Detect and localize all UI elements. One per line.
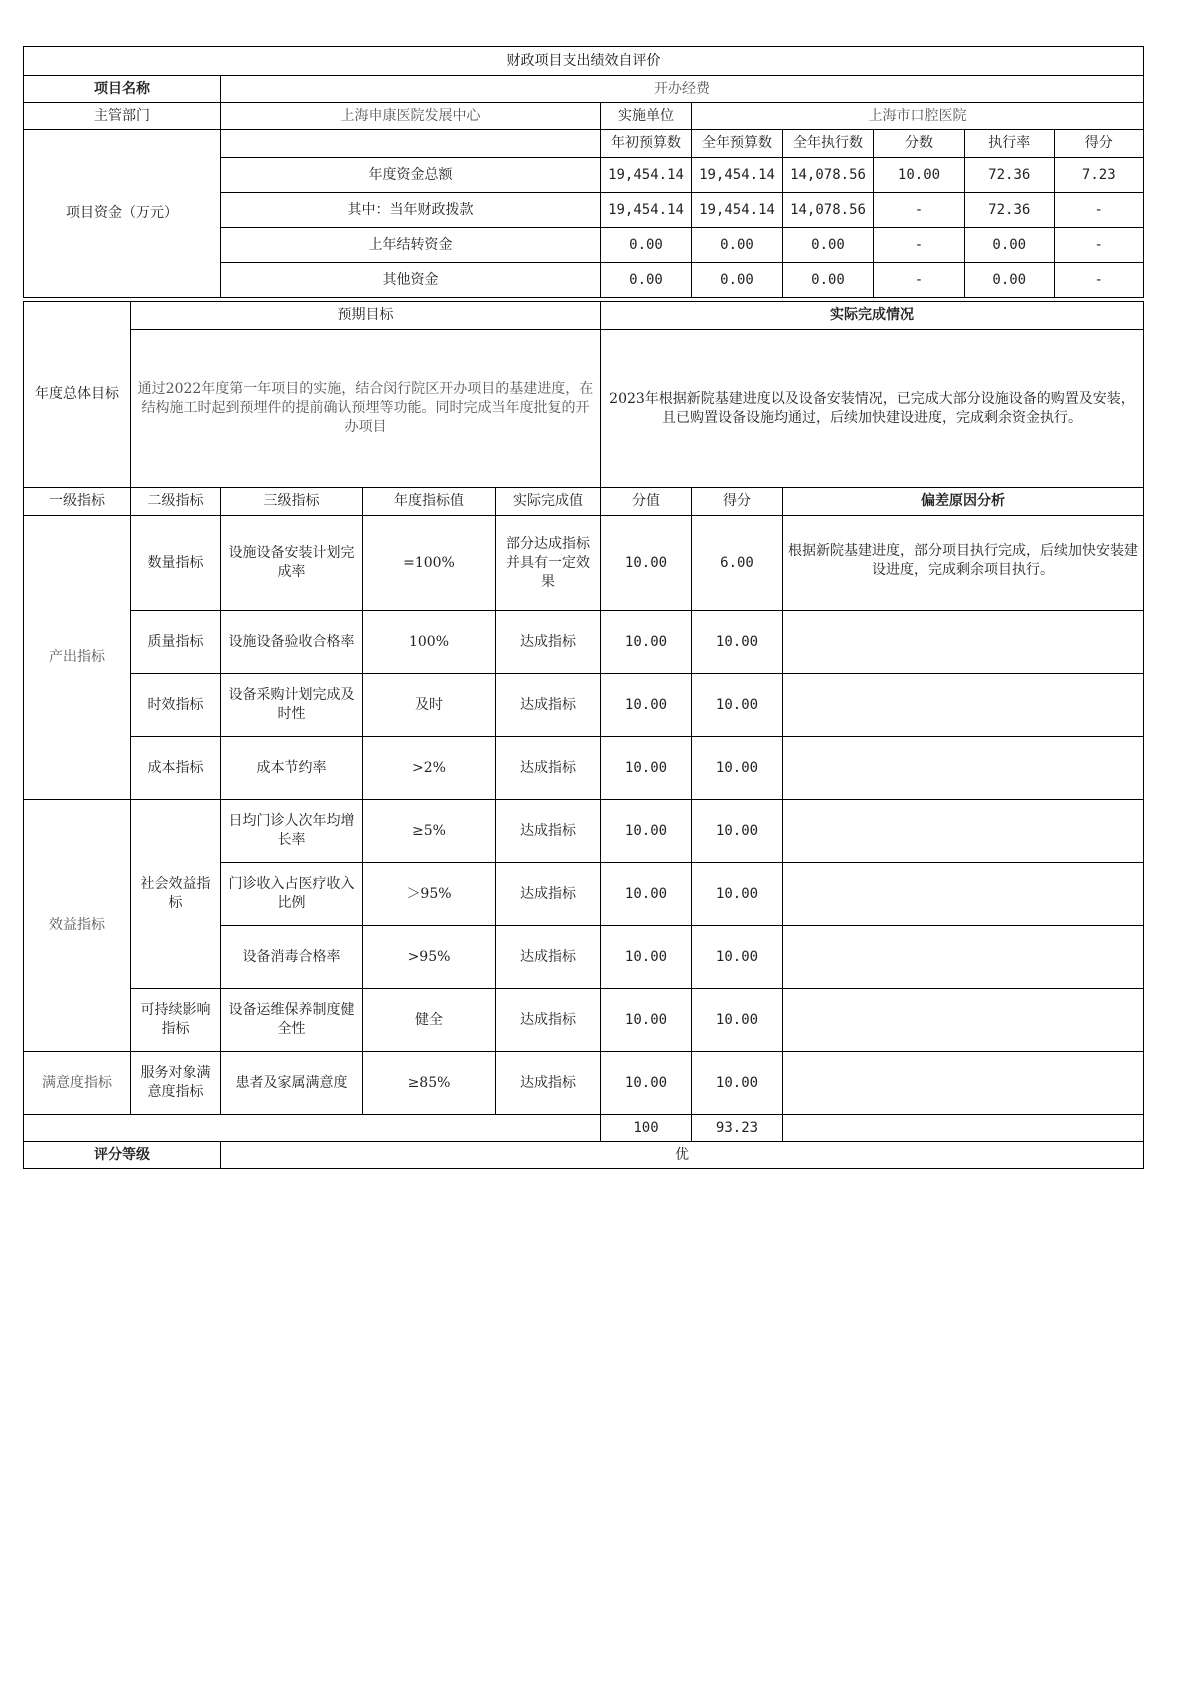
funds-annual: 0.00 — [692, 263, 783, 298]
reason — [783, 800, 1144, 863]
actual: 达成指标 — [496, 989, 601, 1052]
funds-header-points: 分数 — [874, 130, 965, 158]
expected-goal-header: 预期目标 — [131, 302, 601, 330]
level2: 质量指标 — [131, 611, 221, 674]
target: ≥5% — [363, 800, 496, 863]
implementer-label: 实施单位 — [601, 103, 692, 130]
actual: 达成指标 — [496, 674, 601, 737]
actual: 达成指标 — [496, 737, 601, 800]
funds-rate-score — [965, 193, 1144, 228]
funds-points: - — [874, 263, 965, 298]
funds-points: - — [874, 228, 965, 263]
reason — [783, 926, 1144, 989]
funds-rate-score — [965, 228, 1144, 263]
score: 10.00 — [692, 926, 783, 989]
funds-annual: 0.00 — [692, 228, 783, 263]
points: 10.00 — [601, 674, 692, 737]
funds-header-rate-score — [965, 130, 1144, 158]
actual: 达成指标 — [496, 800, 601, 863]
funds-row-name: 年度资金总额 — [221, 158, 601, 193]
points: 10.00 — [601, 863, 692, 926]
target: 及时 — [363, 674, 496, 737]
points: 10.00 — [601, 926, 692, 989]
level1-output: 产出指标 — [24, 516, 131, 800]
project-name-value: 开办经费 — [221, 76, 1144, 103]
target: >2% — [363, 737, 496, 800]
funds-score: - — [1094, 201, 1103, 218]
reason — [783, 611, 1144, 674]
grade-row — [24, 1142, 1144, 1169]
header-points: 分值 — [601, 488, 692, 516]
funds-score: 7.23 — [1081, 166, 1116, 183]
actual: 达成指标 — [496, 926, 601, 989]
funds-header-initial: 年初预算数 — [601, 130, 692, 158]
points: 10.00 — [601, 800, 692, 863]
funds-rate: 0.00 — [965, 263, 1055, 297]
totals-blank — [24, 1115, 601, 1142]
evaluation-grid — [23, 46, 1144, 298]
points: 10.00 — [601, 1052, 692, 1115]
funds-points: - — [874, 193, 965, 228]
header-level3: 三级指标 — [221, 488, 363, 516]
department-label: 主管部门 — [24, 103, 221, 130]
funds-header-blank — [221, 130, 601, 158]
target: 健全 — [363, 989, 496, 1052]
indicator-row — [24, 800, 1144, 863]
actual: 达成指标 — [496, 863, 601, 926]
actual: 达成指标 — [496, 1052, 601, 1115]
reason — [783, 1052, 1144, 1115]
funds-initial: 0.00 — [601, 228, 692, 263]
funds-initial: 19,454.14 — [601, 158, 692, 193]
level3: 患者及家属满意度 — [221, 1052, 363, 1115]
actual: 达成指标 — [496, 611, 601, 674]
funds-points: 10.00 — [874, 158, 965, 193]
level2-social: 社会效益指标 — [131, 800, 221, 989]
funds-initial: 19,454.14 — [601, 193, 692, 228]
score: 10.00 — [692, 611, 783, 674]
funds-row-name: 其中：当年财政拨款 — [221, 193, 601, 228]
funds-executed: 14,078.56 — [783, 158, 874, 193]
actual-result-text: 2023年根据新院基建进度以及设备安装情况，已完成大部分设施设备的购置及安装，且已购置设备设施均通过，后续加快建设进度，完成剩余资金执行。 — [601, 330, 1144, 488]
level3: 日均门诊人次年均增长率 — [221, 800, 363, 863]
project-name-label: 项目名称 — [24, 76, 221, 103]
level3: 设备消毒合格率 — [221, 926, 363, 989]
level2-sustain: 可持续影响指标 — [131, 989, 221, 1052]
funds-label: 项目资金（万元） — [24, 130, 221, 298]
target: >95% — [363, 926, 496, 989]
funds-initial: 0.00 — [601, 263, 692, 298]
level1-benefit: 效益指标 — [24, 800, 131, 1052]
indicator-row — [24, 1052, 1144, 1115]
header-reason: 偏差原因分析 — [783, 488, 1144, 516]
indicator-row — [24, 674, 1144, 737]
page-title: 财政项目支出绩效自评价 — [24, 47, 1144, 76]
grade-label: 评分等级 — [24, 1142, 221, 1169]
score: 10.00 — [692, 737, 783, 800]
header-score: 得分 — [692, 488, 783, 516]
implementer-value: 上海市口腔医院 — [692, 103, 1144, 130]
header-level2: 二级指标 — [131, 488, 221, 516]
funds-rate: 72.36 — [965, 158, 1055, 192]
goals-indicators-table — [23, 301, 1144, 1169]
funds-executed: 0.00 — [783, 263, 874, 298]
points: 10.00 — [601, 989, 692, 1052]
target: =100% — [363, 516, 496, 611]
level3: 设备采购计划完成及时性 — [221, 674, 363, 737]
score: 10.00 — [692, 989, 783, 1052]
level3: 设施设备安装计划完成率 — [221, 516, 363, 611]
funds-executed: 14,078.56 — [783, 193, 874, 228]
score: 10.00 — [692, 800, 783, 863]
header-target: 年度指标值 — [363, 488, 496, 516]
funds-rate-score — [965, 263, 1144, 298]
level1-satisfaction: 满意度指标 — [24, 1052, 131, 1115]
indicator-row — [24, 611, 1144, 674]
totals-reason-blank — [783, 1115, 1144, 1142]
actual-result-header: 实际完成情况 — [601, 302, 1144, 330]
funds-header-annual: 全年预算数 — [692, 130, 783, 158]
department-value: 上海申康医院发展中心 — [221, 103, 601, 130]
indicator-row — [24, 989, 1144, 1052]
points: 10.00 — [601, 516, 692, 611]
level3: 门诊收入占医疗收入比例 — [221, 863, 363, 926]
total-points: 100 — [601, 1115, 692, 1142]
points: 10.00 — [601, 737, 692, 800]
funds-header-rate: 执行率 — [965, 130, 1055, 157]
level3: 设施设备验收合格率 — [221, 611, 363, 674]
funds-executed: 0.00 — [783, 228, 874, 263]
level3: 成本节约率 — [221, 737, 363, 800]
funds-header-score: 得分 — [1084, 135, 1113, 151]
indicator-header-row — [24, 488, 1144, 516]
reason — [783, 989, 1144, 1052]
reason — [783, 863, 1144, 926]
indicator-row — [24, 516, 1144, 611]
funds-annual: 19,454.14 — [692, 193, 783, 228]
level2: 时效指标 — [131, 674, 221, 737]
level2: 服务对象满意度指标 — [131, 1052, 221, 1115]
annual-goal-label: 年度总体目标 — [24, 302, 131, 488]
points: 10.00 — [601, 611, 692, 674]
total-score: 93.23 — [692, 1115, 783, 1142]
funds-rate: 72.36 — [965, 193, 1055, 227]
score: 10.00 — [692, 1052, 783, 1115]
target: ＞95% — [363, 863, 496, 926]
level3: 设备运维保养制度健全性 — [221, 989, 363, 1052]
level2: 数量指标 — [131, 516, 221, 611]
funds-row-name: 上年结转资金 — [221, 228, 601, 263]
score: 10.00 — [692, 674, 783, 737]
indicator-row — [24, 737, 1144, 800]
funds-rate-score — [965, 158, 1144, 193]
reason — [783, 674, 1144, 737]
funds-header-executed: 全年执行数 — [783, 130, 874, 158]
funds-score: - — [1094, 236, 1103, 253]
target: ≥85% — [363, 1052, 496, 1115]
totals-row — [24, 1115, 1144, 1142]
level2: 成本指标 — [131, 737, 221, 800]
header-actual: 实际完成值 — [496, 488, 601, 516]
funds-score: - — [1094, 271, 1103, 288]
reason: 根据新院基建进度，部分项目执行完成，后续加快安装建设进度，完成剩余项目执行。 — [783, 516, 1144, 611]
expected-goal-text: 通过2022年度第一年项目的实施，结合闵行院区开办项目的基建进度，在结构施工时起到预埋件的提前确认预埋等功能。同时完成当年度批复的开办项目 — [131, 330, 601, 488]
actual: 部分达成指标并具有一定效果 — [496, 516, 601, 611]
header-level1: 一级指标 — [24, 488, 131, 516]
reason — [783, 737, 1144, 800]
score: 10.00 — [692, 863, 783, 926]
grade-value: 优 — [221, 1142, 1144, 1169]
target: 100% — [363, 611, 496, 674]
funds-annual: 19,454.14 — [692, 158, 783, 193]
score: 6.00 — [692, 516, 783, 611]
funds-rate: 0.00 — [965, 228, 1055, 262]
funds-row-name: 其他资金 — [221, 263, 601, 298]
